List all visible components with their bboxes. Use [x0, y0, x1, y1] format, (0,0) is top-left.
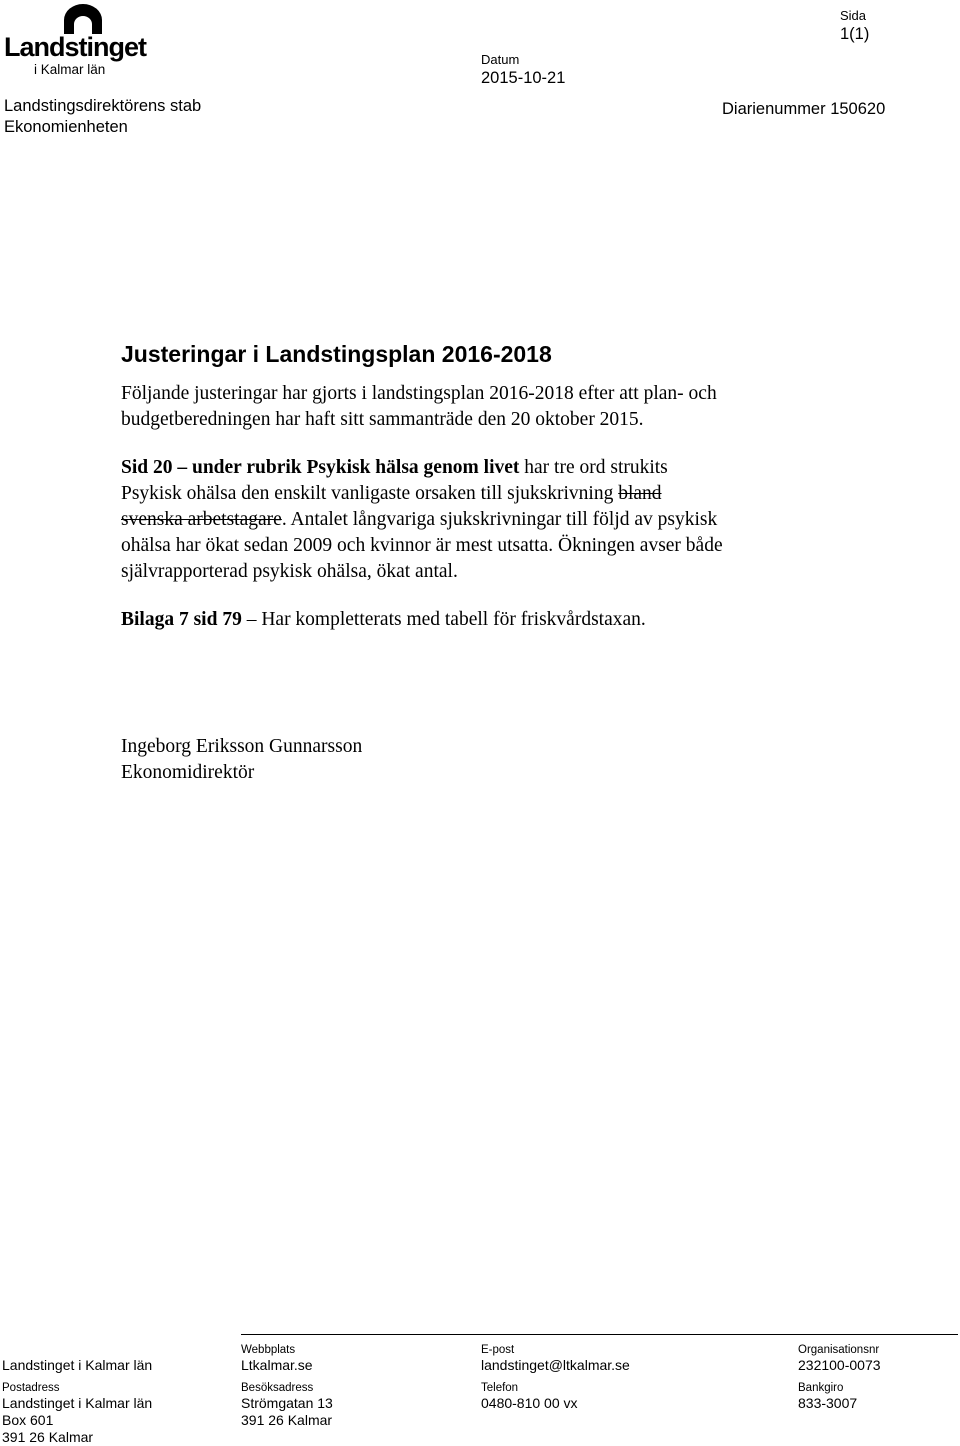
sid20-line-1: [121, 455, 723, 481]
struck-words-arbetstagare: svenska arbetstagare: [121, 509, 282, 530]
besok-line-2: 391 26 Kalmar: [241, 1412, 333, 1428]
footer-telefon-value: 0480-810 00 vx: [481, 1395, 578, 1411]
footer-bankgiro-value: 833-3007: [798, 1395, 858, 1411]
datum-label: Datum: [481, 52, 520, 67]
postadress-line-3: 391 26 Kalmar: [2, 1429, 94, 1445]
footer-besoksadress: [241, 1395, 333, 1429]
sid20-line-2: [121, 481, 723, 507]
signature-block: [121, 734, 362, 786]
footer-divider: [241, 1334, 958, 1335]
arch-logo-icon: [62, 2, 104, 36]
footer-org-name: Landstinget i Kalmar län: [2, 1357, 153, 1373]
besok-line-1: Strömgatan 13: [241, 1395, 333, 1411]
document-title: Justeringar i Landstingsplan 2016-2018: [121, 341, 552, 367]
footer-besok-label: Besöksadress: [241, 1382, 314, 1394]
bilaga-text: – Har kompletterats med tabell för friskvårdstaxan.: [241, 609, 646, 630]
footer-epost-value[interactable]: landstinget@ltkalmar.se: [481, 1357, 630, 1373]
sid20-line-3: [121, 507, 723, 533]
struck-word-bland: bland: [618, 483, 662, 504]
footer-webbplats-label: Webbplats: [241, 1344, 296, 1356]
footer-postadress-label: Postadress: [2, 1382, 60, 1394]
sid20-line-5: självrapporterad psykisk ohälsa, ökat antal.: [121, 561, 458, 582]
sid20-line-2-text: Psykisk ohälsa den enskilt vanligaste orsaken till sjukskrivning: [121, 483, 619, 504]
bilaga-paragraph: [121, 607, 646, 633]
footer-orgnr-value: 232100-0073: [798, 1357, 881, 1373]
footer-orgnr-label: Organisationsnr: [798, 1344, 880, 1356]
datum-value: 2015-10-21: [481, 69, 566, 87]
department-line-1: Landstingsdirektörens stab: [4, 97, 202, 115]
sid20-paragraph: [121, 455, 723, 585]
sid20-heading: Sid 20 – under rubrik Psykisk hälsa genom livet: [121, 457, 520, 478]
sid20-heading-rest: har tre ord strukits: [519, 457, 668, 478]
department-line-2: Ekonomienheten: [4, 118, 128, 136]
sida-label: Sida: [840, 8, 867, 23]
postadress-line-1: Landstinget i Kalmar län: [2, 1395, 153, 1411]
footer-epost-label: E-post: [481, 1344, 515, 1356]
sid20-line-4: ohälsa har ökat sedan 2009 och kvinnor är mest utsatta. Ökningen avser både: [121, 535, 723, 556]
signer-title: Ekonomidirektör: [121, 762, 255, 783]
footer-telefon-label: Telefon: [481, 1382, 519, 1394]
intro-line-1: Följande justeringar har gjorts i landstingsplan 2016-2018 efter att plan- och: [121, 383, 717, 404]
signer-name: Ingeborg Eriksson Gunnarsson: [121, 736, 363, 757]
landstinget-logo: [4, 2, 144, 80]
department-block: [4, 96, 201, 138]
logo-wordmark: Landstinget: [4, 32, 146, 62]
footer-postadress: [2, 1395, 152, 1446]
intro-line-2: budgetberedningen har haft sitt sammanträde den 20 oktober 2015.: [121, 409, 644, 430]
bilaga-heading: Bilaga 7 sid 79: [121, 609, 242, 630]
intro-paragraph: [121, 381, 717, 433]
sida-value: 1(1): [840, 25, 870, 43]
postadress-line-2: Box 601: [2, 1412, 54, 1428]
footer-webbplats-value[interactable]: Ltkalmar.se: [241, 1357, 313, 1373]
footer-bankgiro-label: Bankgiro: [798, 1382, 844, 1394]
logo-subtitle: i Kalmar län: [34, 62, 106, 77]
diarienummer: Diarienummer 150620: [722, 100, 886, 118]
sid20-line-3-text: . Antalet långvariga sjukskrivningar till följd av psykisk: [281, 509, 718, 530]
